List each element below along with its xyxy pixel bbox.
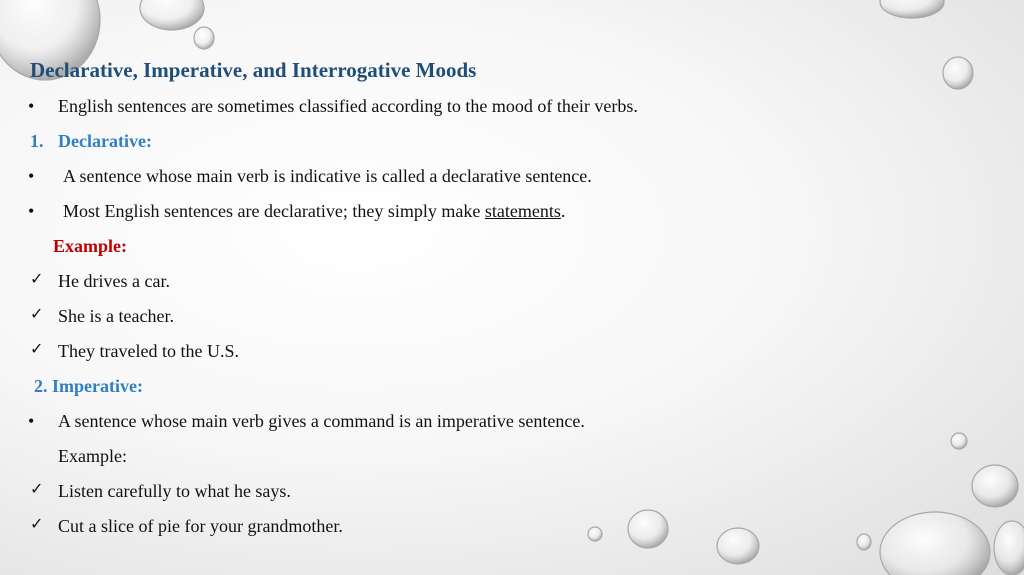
example-item: She is a teacher. [58,306,174,326]
bullet-icon: • [28,166,35,186]
section2-heading: 2. Imperative: [34,376,143,396]
check-icon: ✓ [30,339,44,358]
section1-example-label: Example: [53,236,127,256]
check-icon: ✓ [30,269,44,288]
check-icon: ✓ [30,514,44,533]
statements-word: statements [484,201,561,221]
slide-title: Declarative, Imperative, and Interrogative Moods [30,58,477,82]
section1-point-2-text: Most English sentences are declarative; they simply make [63,201,485,221]
section1-heading [30,130,152,152]
section1-point-2 [63,200,565,222]
example-item: They traveled to the U.S. [58,341,239,361]
check-icon: ✓ [30,479,44,498]
example-item: Cut a slice of pie for your grandmother. [58,516,343,536]
check-icon: ✓ [30,304,44,323]
section1-point-1: A sentence whose main verb is indicative is called a declarative sentence. [63,166,592,186]
trailing-period: . [560,201,566,221]
bullet-icon: • [28,411,35,431]
bullet-icon: • [28,201,35,221]
intro-text: English sentences are sometimes classified according to the mood of their verbs. [58,96,638,116]
section1-title: Declarative: [58,131,152,151]
section1-number: 1. [30,131,44,151]
section2-example-label: Example: [58,446,127,466]
example-item: Listen carefully to what he says. [58,481,291,501]
section2-point: A sentence whose main verb gives a command is an imperative sentence. [58,411,585,431]
example-item: He drives a car. [58,271,170,291]
bullet-icon: • [28,96,35,116]
